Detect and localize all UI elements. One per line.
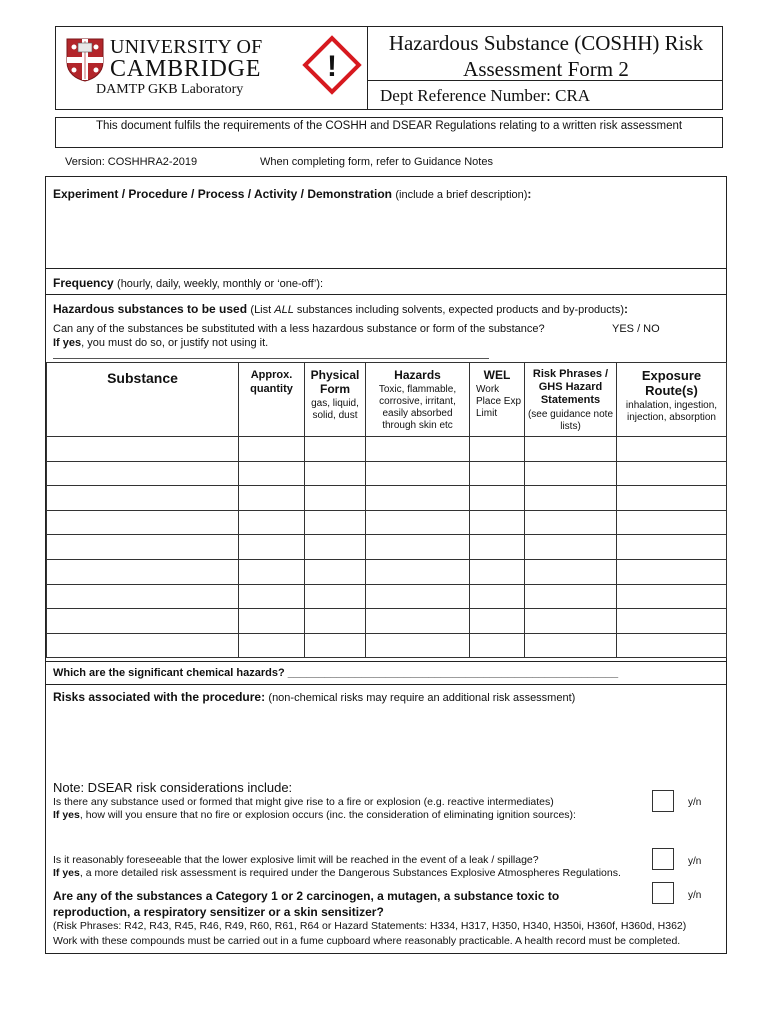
substances-table — [46, 362, 727, 658]
table-cell[interactable] — [47, 535, 239, 560]
if-yes-text: , you must do so, or justify not using it. — [81, 337, 269, 349]
table-cell[interactable] — [470, 633, 525, 658]
colon: : — [624, 302, 629, 316]
table-row — [47, 437, 727, 462]
if-yes-label: If yes — [53, 867, 80, 879]
table-cell[interactable] — [470, 584, 525, 609]
dsear-question-2: Is it reasonably foreseeable that the lower explosive limit will be reached in the event of a leak / spillage? — [53, 854, 539, 866]
table-header-row — [47, 363, 727, 437]
university-crest-icon — [66, 38, 104, 82]
table-cell[interactable] — [525, 437, 617, 462]
carcinogen-note: Work with these compounds must be carried out in a fume cupboard where reasonably practicable. A health record must be completed. — [53, 935, 681, 947]
table-cell[interactable] — [239, 510, 305, 535]
hazardous-title: Hazardous substances to be used — [53, 302, 248, 316]
dept-reference: Dept Reference Number: CRA — [380, 86, 591, 105]
dsear-question-1: Is there any substance used or formed that might give rise to a fire or explosion (e.g. reactive intermediates) — [53, 796, 554, 808]
table-cell[interactable] — [525, 584, 617, 609]
table-cell[interactable] — [366, 486, 470, 511]
table-row — [47, 486, 727, 511]
col-header-wel — [470, 363, 525, 437]
frequency-hint: (hourly, daily, weekly, monthly or ‘one-off’): — [117, 278, 324, 290]
dsear-q1-checkbox[interactable] — [652, 790, 674, 812]
table-cell[interactable] — [470, 510, 525, 535]
table-cell[interactable] — [305, 609, 366, 634]
header-title: Approx. quantity — [250, 369, 293, 395]
table-row — [47, 584, 727, 609]
table-body — [47, 437, 727, 658]
table-cell[interactable] — [47, 510, 239, 535]
table-cell[interactable] — [617, 609, 727, 634]
experiment-field[interactable] — [46, 205, 726, 267]
table-cell[interactable] — [366, 633, 470, 658]
section-divider — [45, 661, 727, 662]
university-name: UNIVERSITY OF — [110, 36, 263, 58]
table-cell[interactable] — [239, 461, 305, 486]
header-title: Physical Form — [310, 368, 360, 396]
table-cell[interactable] — [47, 559, 239, 584]
dsear-q2-if-yes — [53, 867, 621, 879]
header-title: Substance — [107, 370, 178, 386]
table-cell[interactable] — [617, 584, 727, 609]
table-cell[interactable] — [305, 559, 366, 584]
experiment-label — [53, 187, 531, 201]
ghs-exclamation-icon — [301, 34, 363, 96]
experiment-title: Experiment / Procedure / Process / Activity / Demonstration — [53, 187, 392, 201]
table-cell[interactable] — [366, 559, 470, 584]
university-name: CAMBRIDGE — [110, 56, 262, 82]
table-cell[interactable] — [525, 461, 617, 486]
header-subtitle: inhalation, ingestion, injection, absorption — [625, 400, 718, 423]
hint-emphasis: ALL — [274, 304, 294, 316]
frequency-label — [53, 276, 323, 290]
table-cell[interactable] — [239, 437, 305, 462]
table-cell[interactable] — [366, 510, 470, 535]
experiment-hint: (include a brief description) — [395, 189, 528, 201]
guidance-note: When completing form, refer to Guidance Notes — [260, 156, 493, 168]
section-divider — [45, 294, 727, 295]
header-subtitle: Toxic, flammable, corrosive, irritant, easily absorbed through skin etc — [378, 384, 457, 431]
table-cell[interactable] — [617, 535, 727, 560]
table-cell[interactable] — [239, 486, 305, 511]
hazardous-hint — [250, 304, 624, 316]
table-cell[interactable] — [47, 584, 239, 609]
table-cell[interactable] — [305, 535, 366, 560]
header-subtitle: gas, liquid, solid, dust — [311, 398, 359, 421]
table-cell[interactable] — [525, 609, 617, 634]
substitution-question: Can any of the substances be substituted with a less hazardous substance or form of the substance? — [53, 323, 545, 335]
hazardous-label — [53, 302, 628, 316]
if-yes-label: If yes — [53, 809, 80, 821]
table-cell[interactable] — [617, 437, 727, 462]
table-cell[interactable] — [470, 461, 525, 486]
header-subtitle: Work Place Exp Limit — [476, 384, 522, 419]
table-row — [47, 510, 727, 535]
col-header-exposure — [617, 363, 727, 437]
table-cell[interactable] — [470, 559, 525, 584]
justification-line[interactable] — [53, 358, 489, 359]
yn-label: y/n — [688, 797, 702, 808]
table-row — [47, 535, 727, 560]
table-cell[interactable] — [239, 535, 305, 560]
table-cell[interactable] — [47, 633, 239, 658]
yn-label: y/n — [688, 856, 702, 867]
dsear-q2-checkbox[interactable] — [652, 848, 674, 870]
table-row — [47, 461, 727, 486]
table-cell[interactable] — [525, 633, 617, 658]
if-yes-text: , a more detailed risk assessment is required under the Dangerous Substances Explosive Atmospheres Regulations. — [79, 867, 621, 879]
col-header-physical-form — [305, 363, 366, 437]
warning-symbol: ! — [327, 50, 337, 83]
table-cell[interactable] — [366, 535, 470, 560]
col-header-hazards — [366, 363, 470, 437]
table-cell[interactable] — [366, 609, 470, 634]
significant-hazards-question[interactable]: Which are the significant chemical hazards? ______________________________________________________ — [53, 667, 619, 679]
risks-field[interactable] — [46, 708, 726, 776]
hint-text: (List — [250, 304, 275, 316]
table-cell[interactable] — [47, 461, 239, 486]
table-cell[interactable] — [470, 609, 525, 634]
table-row — [47, 609, 727, 634]
table-cell[interactable] — [525, 559, 617, 584]
carcinogen-checkbox[interactable] — [652, 882, 674, 904]
table-cell[interactable] — [305, 461, 366, 486]
col-header-quantity — [239, 363, 305, 437]
header-title: Exposure Route(s) — [641, 368, 702, 398]
table-cell[interactable] — [239, 633, 305, 658]
header-title: Risk Phrases / GHS Hazard Statements — [532, 368, 609, 406]
form-title: Hazardous Substance (COSHH) Risk Assessment Form 2 — [388, 31, 704, 81]
table-cell[interactable] — [617, 633, 727, 658]
header-title: WEL — [483, 368, 511, 382]
table-cell[interactable] — [617, 559, 727, 584]
table-cell[interactable] — [525, 535, 617, 560]
table-cell[interactable] — [617, 486, 727, 511]
yn-label: y/n — [688, 890, 702, 901]
table-cell[interactable] — [47, 437, 239, 462]
version-label: Version: COSHHRA2-2019 — [65, 156, 198, 168]
substitution-if-yes — [53, 337, 268, 349]
risks-title: Risks associated with the procedure: — [53, 690, 266, 704]
table-cell[interactable] — [305, 510, 366, 535]
risks-hint: (non-chemical risks may require an additional risk assessment) — [268, 692, 576, 704]
table-cell[interactable] — [366, 584, 470, 609]
lab-name: DAMTP GKB Laboratory — [96, 82, 244, 97]
table-cell[interactable] — [305, 437, 366, 462]
table-row — [47, 559, 727, 584]
colon: : — [527, 187, 532, 201]
section-divider — [45, 684, 727, 685]
table-cell[interactable] — [470, 535, 525, 560]
table-cell[interactable] — [305, 486, 366, 511]
header-subtitle: (see guidance note lists) — [527, 409, 614, 432]
section-divider — [45, 268, 727, 269]
table-cell[interactable] — [617, 510, 727, 535]
table-cell[interactable] — [366, 461, 470, 486]
table-cell[interactable] — [617, 461, 727, 486]
table-cell[interactable] — [525, 510, 617, 535]
if-yes-text: , how will you ensure that no fire or explosion occurs (inc. the consideration of eliminating ignition sources): — [79, 809, 576, 821]
substitution-yes-no[interactable]: YES / NO — [612, 323, 660, 335]
table-cell[interactable] — [470, 437, 525, 462]
hint-text: substances including solvents, expected products and by-products) — [293, 304, 625, 316]
table-cell[interactable] — [366, 437, 470, 462]
carcinogen-phrases: (Risk Phrases: R42, R43, R45, R46, R49, R60, R61, R64 or Hazard Statements: H334, H317, H350, H340, H350i, H360f, H360d, H362) — [53, 920, 687, 932]
dsear-title: Note: DSEAR risk considerations include: — [53, 780, 293, 795]
table-cell[interactable] — [47, 486, 239, 511]
table-cell[interactable] — [305, 633, 366, 658]
frequency-title: Frequency — [53, 276, 114, 290]
risks-label — [53, 690, 575, 704]
compliance-notice: This document fulfils the requirements of the COSHH and DSEAR Regulations relating to a written risk assessment — [55, 117, 723, 148]
col-header-risk-phrases — [525, 363, 617, 437]
header-title: Hazards — [394, 368, 441, 382]
table-cell[interactable] — [525, 486, 617, 511]
table-cell[interactable] — [239, 559, 305, 584]
col-header-substance — [47, 363, 239, 437]
table-cell[interactable] — [470, 486, 525, 511]
carcinogen-question: Are any of the substances a Category 1 or 2 carcinogen, a mutagen, a substance toxic to reproduction, a respiratory sensitizer or a skin sensitizer? — [53, 889, 560, 919]
table-cell[interactable] — [47, 609, 239, 634]
table-cell[interactable] — [305, 584, 366, 609]
header-divider — [367, 26, 368, 110]
table-row — [47, 633, 727, 658]
dsear-q1-if-yes — [53, 809, 576, 821]
if-yes-label: If yes — [53, 337, 82, 349]
table-cell[interactable] — [239, 609, 305, 634]
table-cell[interactable] — [239, 584, 305, 609]
